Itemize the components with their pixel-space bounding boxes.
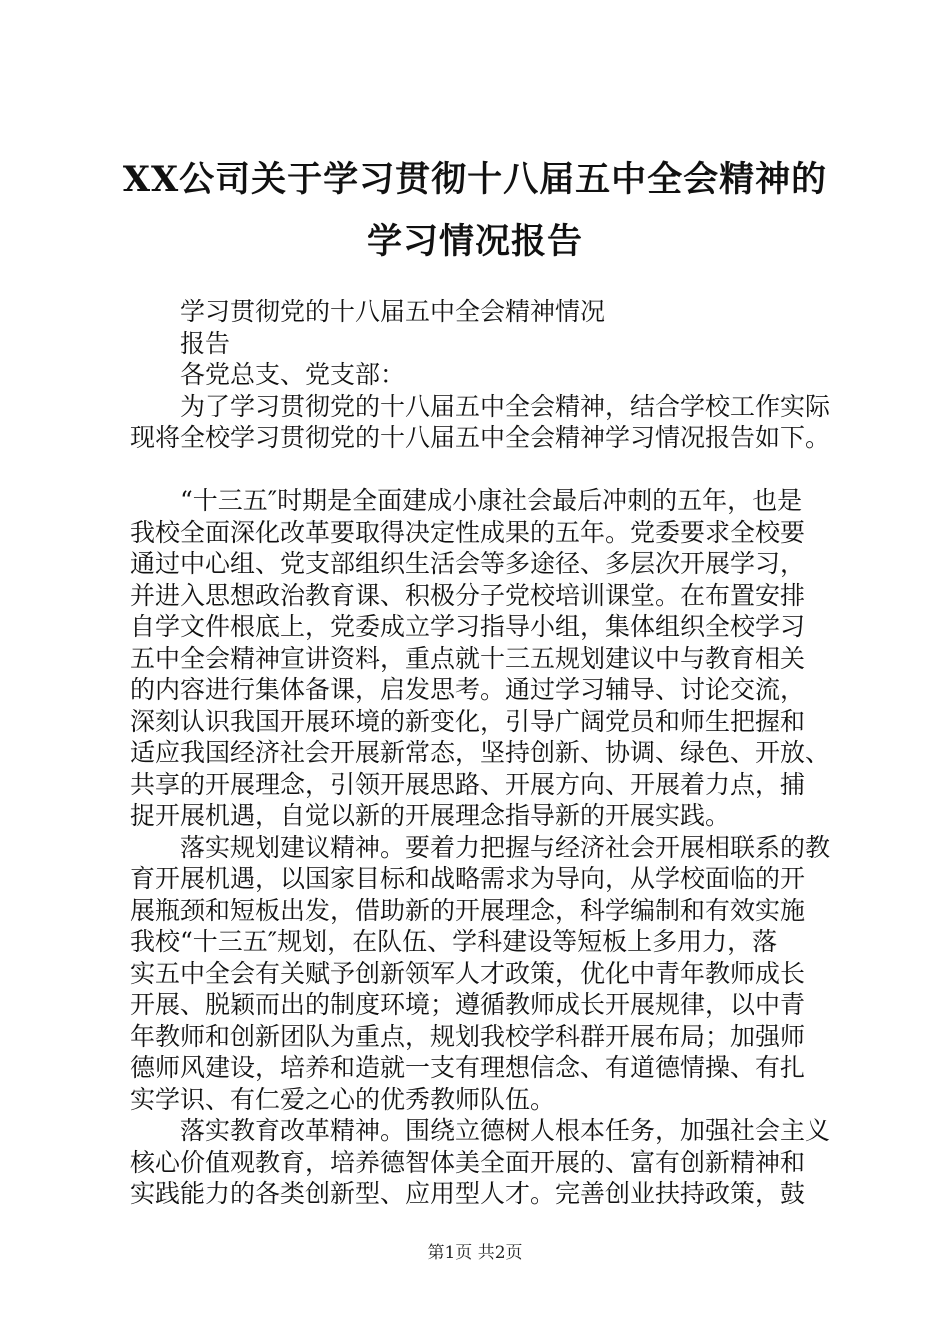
paragraph-line: 落实教育改革精神。围绕立德树人根本任务，加强社会主义 [180, 1116, 831, 1145]
page-footer: 第1页 共2页 [427, 1243, 523, 1263]
paragraph-line: 核心价值观教育，培养德智体美全面开展的、富有创新精神和 [130, 1147, 806, 1177]
salutation: 各党总支、党支部： [180, 360, 406, 389]
paragraph-line: 实五中全会有关赋予创新领军人才政策，优化中青年教师成长 [130, 958, 806, 988]
paragraph-line: 我校全面深化改革要取得决定性成果的五年。党委要求全校要 [130, 517, 806, 547]
paragraph-line: 共享的开展理念，引领开展思路、开展方向、开展着力点，捕 [130, 769, 806, 799]
paragraph-line: 落实规划建议精神。要着力把握与经济社会开展相联系的教 [180, 832, 831, 862]
paragraph-line: 适应我国经济社会开展新常态，坚持创新、协调、绿色、开放、 [130, 738, 831, 767]
paragraph-line: 现将全校学习贯彻党的十八届五中全会精神学习情况报告如下。 [130, 423, 831, 452]
paragraph-line: 年教师和创新团队为重点，规划我校学科群开展布局；加强师 [130, 1021, 806, 1051]
paragraph-line: 自学文件根底上，党委成立学习指导小组，集体组织全校学习 [130, 612, 806, 641]
paragraph-line: 展瓶颈和短板出发，借助新的开展理念，科学编制和有效实施 [130, 895, 806, 925]
paragraph-line: 的内容进行集体备课，启发思考。通过学习辅导、讨论交流， [130, 675, 806, 704]
paragraph-line: 德师风建设，培养和造就一支有理想信念、有道德情操、有扎 [130, 1053, 806, 1082]
blank-line [130, 454, 830, 486]
paragraph-line: 五中全会精神宣讲资料，重点就十三五规划建议中与教育相关 [130, 643, 806, 673]
paragraph-line: 通过中心组、党支部组织生活会等多途径、多层次开展学习， [130, 549, 806, 578]
document-body [130, 296, 830, 1210]
paragraph-line: 并进入思想政治教育课、积极分子党校培训课堂。在布置安排 [130, 580, 806, 610]
paragraph-line: 捉开展机遇，自觉以新的开展理念指导新的开展实践。 [130, 801, 731, 830]
document-title-line-2: 学习情况报告 [366, 221, 583, 262]
paragraph-line: 实学识、有仁爱之心的优秀教师队伍。 [130, 1084, 556, 1114]
paragraph-line: 深刻认识我国开展环境的新变化，引导广阔党员和师生把握和 [130, 706, 806, 736]
paragraph-line: 为了学习贯彻党的十八届五中全会精神，结合学校工作实际 [180, 391, 831, 421]
paragraph-line: 开展、脱颖而出的制度环境；遵循教师成长开展规律，以中青 [130, 990, 806, 1019]
subtitle-line: 报告 [180, 328, 231, 358]
paragraph-line: 育开展机遇，以国家目标和战略需求为导向，从学校面临的开 [130, 864, 806, 893]
paragraph-line: 实践能力的各类创新型、应用型人才。完善创业扶持政策，鼓 [130, 1179, 806, 1208]
document-title-line-1: XX公司关于学习贯彻十八届五中全会精神的 [122, 159, 828, 200]
paragraph-line: 我校“十三五″规划，在队伍、学科建设等短板上多用力，落 [130, 927, 778, 956]
subtitle-line: 学习贯彻党的十八届五中全会精神情况 [180, 297, 606, 326]
paragraph-line: “十三五″时期是全面建成小康社会最后冲刺的五年，也是 [180, 486, 803, 515]
